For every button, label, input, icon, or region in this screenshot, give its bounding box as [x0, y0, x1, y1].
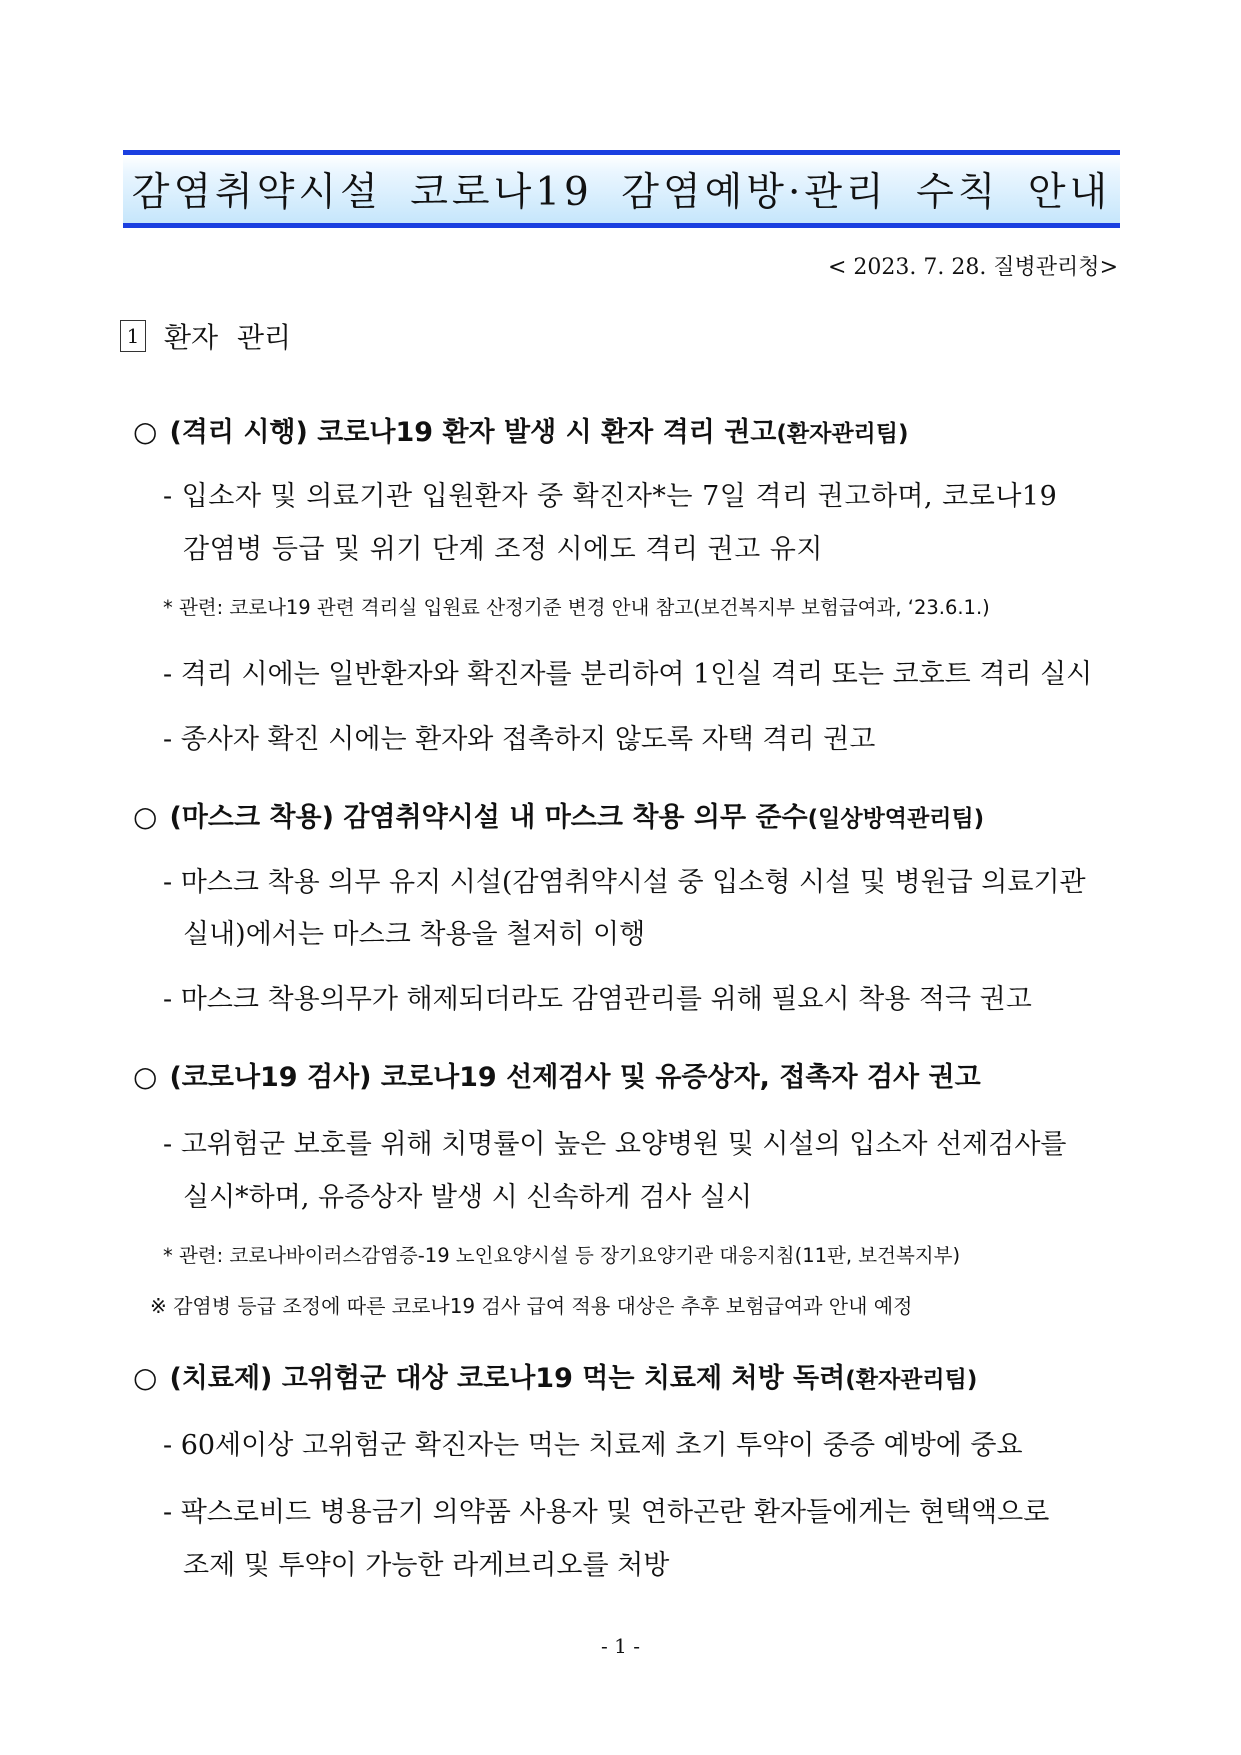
section-title: 환자 관리	[164, 321, 292, 354]
dash-item: - 마스크 착용의무가 해제되더라도 감염관리를 위해 필요시 착용 적극 권고	[163, 984, 1032, 1015]
dash-item-continued: 실시*하며, 유증상자 발생 시 신속하게 검사 실시	[183, 1182, 753, 1213]
section-heading	[120, 316, 291, 356]
circle-bullet-icon: ○	[133, 415, 158, 448]
dash-item-continued: 조제 및 투약이 가능한 라게브리오를 처방	[183, 1550, 670, 1581]
bullet-treatment	[133, 1356, 977, 1395]
document-title: 감염취약시설 코로나19 감염예방·관리 수칙 안내	[131, 170, 1112, 215]
dash-item-continued: 실내)에서는 마스크 착용을 철저히 이행	[183, 919, 646, 950]
bullet-testing	[133, 1055, 981, 1094]
circle-bullet-icon: ○	[133, 1060, 158, 1093]
footnote: * 관련: 코로나바이러스감염증-19 노인요양시설 등 장기요양기관 대응지침(11판, 보건복지부)	[163, 1244, 961, 1267]
team-label: (환자관리팀)	[845, 1367, 978, 1393]
title-banner	[123, 150, 1120, 228]
dash-item: - 종사자 확진 시에는 환자와 접촉하지 않도록 자택 격리 권고	[163, 724, 876, 755]
circle-bullet-icon: ○	[133, 1361, 158, 1394]
dash-item: - 격리 시에는 일반환자와 확진자를 분리하여 1인실 격리 또는 코호트 격리 실시	[163, 659, 1093, 690]
bullet-heading: (코로나19 검사) 코로나19 선제검사 및 유증상자, 접촉자 검사 권고	[169, 1062, 981, 1093]
dash-item-continued: 감염병 등급 및 위기 단계 조정 시에도 격리 권고 유지	[183, 534, 823, 565]
dash-item: - 고위험군 보호를 위해 치명률이 높은 요양병원 및 시설의 입소자 선제검사를	[163, 1129, 1067, 1160]
issue-date: < 2023. 7. 28. 질병관리청>	[827, 255, 1118, 280]
footnote: * 관련: 코로나19 관련 격리실 입원료 산정기준 변경 안내 참고(보건복지부 보험급여과, ‘23.6.1.)	[163, 596, 990, 619]
dash-item: - 60세이상 고위험군 확진자는 먹는 치료제 초기 투약이 중증 예방에 중요	[163, 1430, 1023, 1461]
bullet-mask	[133, 795, 984, 834]
bullet-heading: (치료제) 고위험군 대상 코로나19 먹는 치료제 처방 독려	[169, 1363, 846, 1394]
reference-note: ※ 감염병 등급 조정에 따른 코로나19 검사 급여 적용 대상은 추후 보험급여과 안내 예정	[150, 1294, 913, 1318]
bullet-isolation	[133, 410, 909, 449]
dash-item: - 마스크 착용 의무 유지 시설(감염취약시설 중 입소형 시설 및 병원급 의료기관	[163, 867, 1086, 898]
page-number: - 1 -	[601, 1634, 640, 1658]
section-number-box: 1	[120, 320, 146, 352]
dash-item: - 입소자 및 의료기관 입원환자 중 확진자*는 7일 격리 권고하며, 코로나19	[163, 481, 1058, 512]
bullet-heading: (마스크 착용) 감염취약시설 내 마스크 착용 의무 준수	[169, 802, 808, 833]
team-label: (환자관리팀)	[776, 421, 909, 447]
team-label: (일상방역관리팀)	[807, 806, 985, 832]
circle-bullet-icon: ○	[133, 800, 158, 833]
dash-item: - 팍스로비드 병용금기 의약품 사용자 및 연하곤란 환자들에게는 현택액으로	[163, 1497, 1050, 1528]
bullet-heading: (격리 시행) 코로나19 환자 발생 시 환자 격리 권고	[169, 417, 777, 448]
